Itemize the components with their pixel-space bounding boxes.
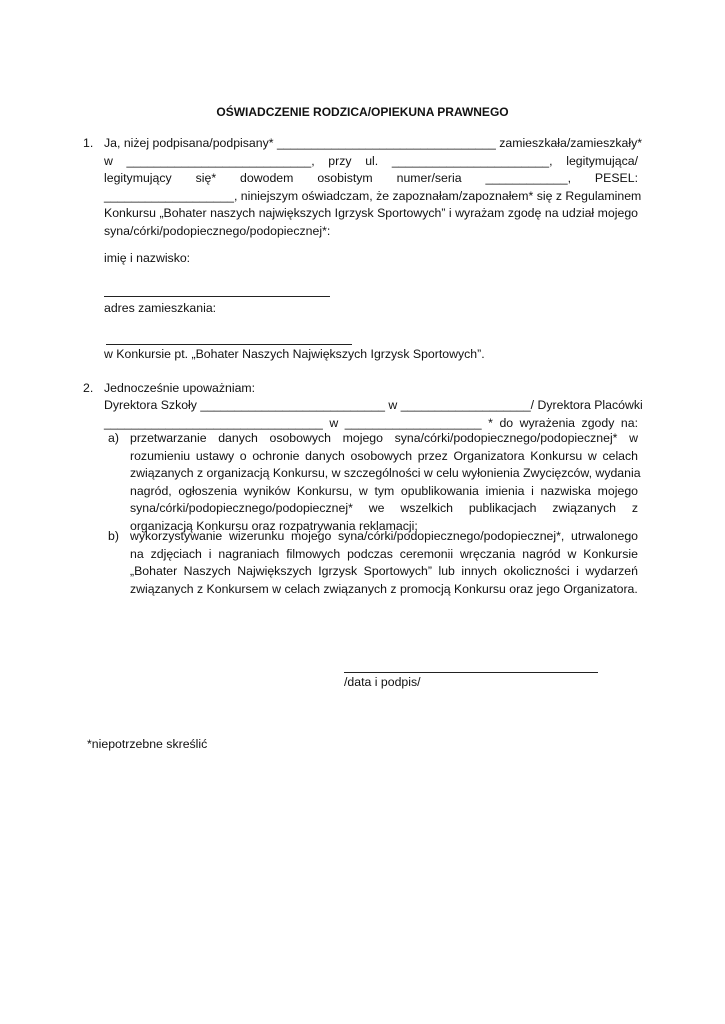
item-2a-letter: a) — [108, 431, 119, 445]
footnote: *niepotrzebne skreślić — [87, 737, 208, 751]
address-blank-line[interactable] — [106, 344, 352, 345]
item-2-line: ________________________________ w ____________________ * do wyrażenia zgody na: — [104, 415, 638, 430]
item-2b-line: na zdjęciach i nagraniach filmowych podczas ceremonii wręczania nagród w Konkursie — [130, 546, 638, 561]
address-label: adres zamieszkania: — [104, 301, 217, 315]
item-1-line: legitymujący się* dowodem osobistym numer/seria ____________, PESEL: — [104, 171, 638, 186]
contest-line: w Konkursie pt. „Bohater Naszych Największych Igrzysk Sportowych”. — [104, 347, 485, 361]
signature-label: /data i podpis/ — [344, 675, 421, 689]
item-2b-line: „Bohater Naszych Największych Igrzysk Sportowych” lub innych okoliczności i wydarzeń — [130, 564, 638, 579]
item-2a-line: rozumieniu ustawy o ochronie danych osobowych przez Organizatora Konkursu w celach — [130, 448, 638, 463]
item-1-paragraph — [104, 135, 643, 241]
name-blank-line[interactable] — [104, 296, 330, 297]
item-1-line: syna/córki/podopiecznego/podopiecznej*: — [104, 223, 331, 238]
item-1-line: Ja, niżej podpisana/podpisany* ________________________________ zamieszkała/zamieszkały* — [104, 136, 643, 150]
item-2a-line: związanych z organizacją Konkursu, w szczególności w celu wyłonienia Zwycięzców, wydania — [130, 466, 641, 481]
item-2b-letter: b) — [108, 529, 119, 543]
item-2a-line: nagród, ogłoszenia wyników Konkursu, w tym opublikowania imienia i nazwiska mojego — [130, 483, 638, 498]
item-2b-line: związanych z Konkursem w celach związanych z promocją Konkursu oraz jego Organizatora. — [130, 581, 638, 596]
item-1-line: ___________________, niniejszym oświadczam, że zapoznałam/zapoznałem* się z Regulaminem — [104, 188, 642, 203]
item-1-number: 1. — [83, 136, 94, 150]
item-2a-paragraph — [130, 430, 641, 536]
item-2b-paragraph — [130, 528, 638, 598]
item-2-paragraph — [104, 397, 643, 432]
item-1-line: Konkursu „Bohater naszych największych Igrzysk Sportowych” i wyrażam zgodę na udział mojego — [104, 206, 638, 221]
item-2a-line: przetwarzanie danych osobowych mojego syna/córki/podopiecznego/podopiecznej* w — [130, 431, 638, 445]
item-1-line: w ___________________________, przy ul. _______________________, legitymująca/ — [104, 153, 638, 168]
item-2b-line: wykorzystywanie wizerunku mojego syna/córki/podopiecznego/podopiecznej*, utrwalonego — [130, 529, 638, 543]
item-2a-line: organizacją Konkursu oraz rozpatrywania reklamacji; — [130, 518, 418, 533]
signature-blank-line[interactable] — [344, 672, 598, 673]
item-2-line: Dyrektora Szkoły ___________________________ w ___________________/ Dyrektora Placówki — [104, 398, 643, 412]
item-2-number: 2. — [83, 381, 94, 395]
name-label: imię i nazwisko: — [104, 251, 191, 265]
document-title: OŚWIADCZENIE RODZICA/OPIEKUNA PRAWNEGO — [216, 105, 509, 119]
item-2-intro: Jednocześnie upoważniam: — [104, 381, 256, 395]
item-2a-line: syna/córki/podopiecznego/podopiecznej* we wszelkich publikacjach związanych z — [130, 501, 638, 516]
